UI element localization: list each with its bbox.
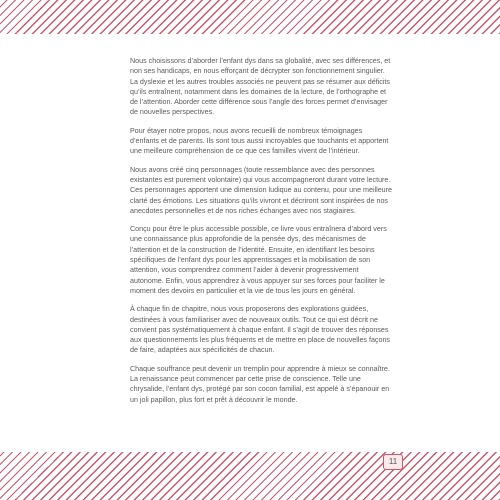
- paragraph-6: Chaque souffrance peut devenir un tremplin pour apprendre à mieux se connaître. La renaissance peut commencer par cette prise de conscience. Telle une chrysalide, l’enfant dys, protégé par son cocon familial, est appelé à s’épanouir en un joli papillon, plus fort et prêt à découvrir le monde.: [130, 364, 390, 404]
- body-text: [130, 56, 392, 413]
- paragraph-2: Pour étayer notre propos, nous avons recueilli de nombreux témoignages d’enfants et de parents. Ils sont tous aussi incroyables que touchants et apportent une meilleure compréhension de ce que ces familles vivent de l’intérieur.: [130, 126, 389, 156]
- paragraph-4: Conçu pour être le plus accessible possible, ce livre vous entraînera d’abord vers une connaissance plus approfondie de la pensée dys, des mécanismes de l’attention et de la construction de l’identité. Ensuite, en identifiant les besoins spécifiques de l’enfant dys pour les apprentissages et la mobilisation de son attention, vous comprendrez comment l’aider à devenir progressivement autonome. Enfin, vous apprendrez à vous appuyer sur ses forces pour faciliter le moment des devoirs en particulier et la vie de tous les jours en général.: [130, 225, 387, 295]
- paragraph-1: Nous choisissons d’aborder l’enfant dys dans sa globalité, avec ses différences, et non ses handicaps, en nous efforçant de décrypter son fonctionnement singulier. La dyslexie et les autres troubles associés ne peuvent pas se résumer aux déficits qu’ils entraînent, notamment dans les domaines de la lecture, de l’orthographe et de l’attention. Aborder cette différence sous l’angle des forces permet d’envisager de nouvelles perspectives.: [130, 57, 391, 117]
- top-stripe-border: [0, 0, 500, 34]
- paragraph-5: À chaque fin de chapitre, nous vous proposerons des explorations guidées, destinées à vous familiariser avec de nouveaux outils. Tout ce qui est décrit ne convient pas systématiquement à chaque enfant. Il s’agit de trouver des réponses aux questionnements les plus fréquents et de mettre en place de nouvelles façons de faire, adaptées aux spécificités de chacun.: [130, 305, 391, 355]
- page-number: 11: [383, 454, 403, 470]
- paragraph-3: Nous avons créé cinq personnages (toute ressemblance avec des personnes existantes est purement volontaire) qui vous accompagneront durant votre lecture. Ces personnages apportent une dimension ludique au contenu, pour une meilleure clarté des émotions. Les situations qu’ils vivront et décriront sont inspirées de nos anecdotes personnelles et de nos riches échanges avec nos stagiaires.: [130, 165, 393, 215]
- bottom-stripe-border: [0, 452, 500, 500]
